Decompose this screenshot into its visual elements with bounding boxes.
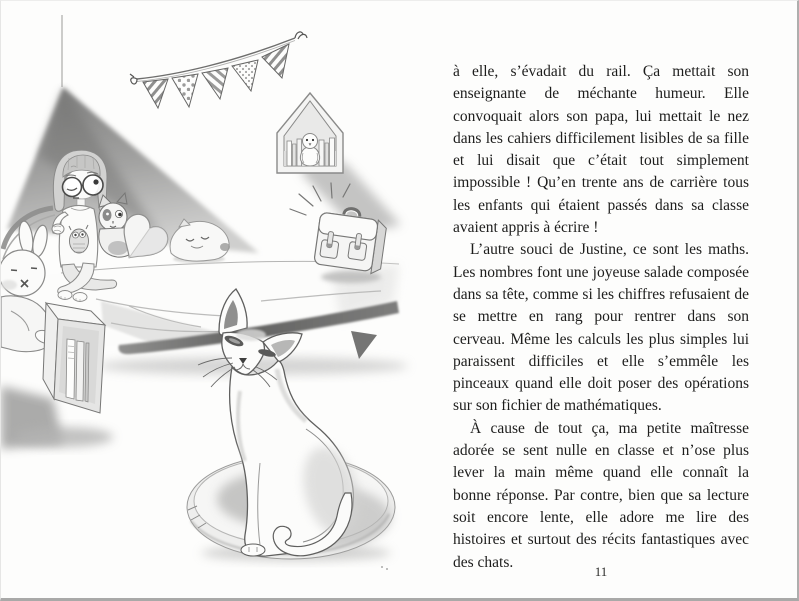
bed-leg [351,331,377,359]
bird-figurine [300,134,319,167]
bedroom-illustration [1,1,441,599]
paragraph-2: L’autre souci de Justine, ce sont les maths. Les nombres font une joyeuse salade composée dans sa tête, comme si les chiffres refusaient de se mettre en rang pour rentrer dans son cerveau. Même les calculs les plus simples lui paraissent difficiles et elle s’emmêle les pinceaux quand elle doit poser des opérations sur son fichier de mathématiques. [453,241,749,415]
paragraph-3: À cause de tout ça, ma petite maîtresse adorée se sent nulle en classe et n’ose plus lever la main même quand elle connaît la bonne réponse. Par contre, bien que sa lecture soit encore lente, elle adore me lire des histoires et surtout des récits fantastiques avec des chats. [453,419,749,571]
signature-dots [381,566,388,570]
bunting-banner [130,32,307,108]
page-text [453,61,749,574]
page-number: 11 [594,564,608,579]
paragraph-1: à elle, s’évadait du rail. Ça mettait son enseignante de méchante humeur. Elle convoquait alors son papa, lui mettait le nez dans les cahiers difficilement lisibles de sa fille et lui disait que c’était tout simplement impossible ! Qu’en trente ans de carrière tous les enfants qui étaient passés dans sa classe avaient appris à écrire ! [453,63,749,237]
house-shaped-shelf [277,93,343,173]
